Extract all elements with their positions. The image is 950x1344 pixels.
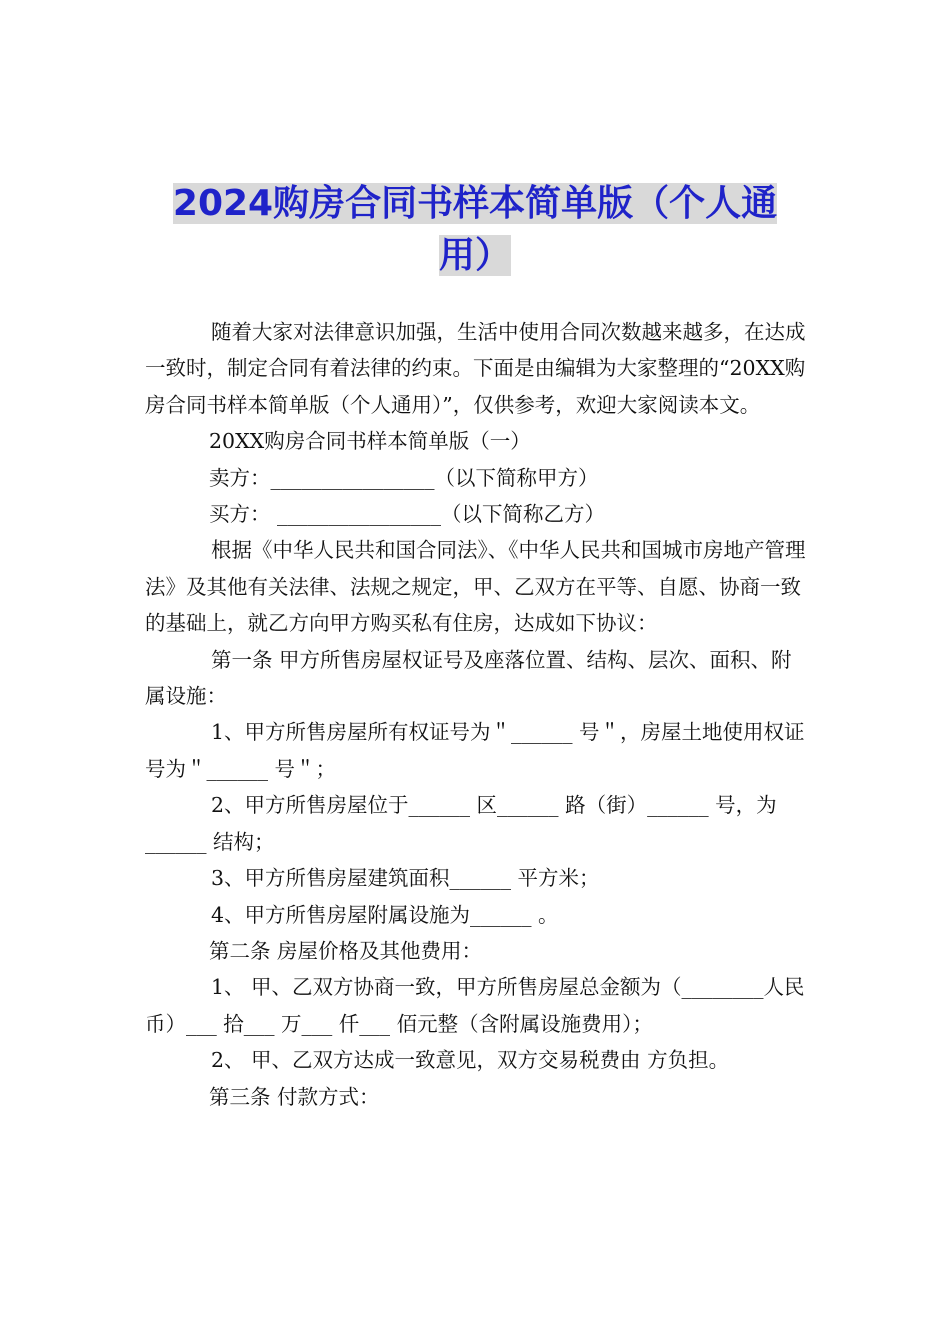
article-one-item-3: 3、甲方所售房屋建筑面积______ 平方米；	[211, 866, 600, 891]
legal-basis-paragraph: 根据《中华人民共和国合同法》、《中华人民共和国城市房地产管理法》及其他有关法律、法规之规定，甲、乙双方在平等、自愿、协商一致的基础上，就乙方向甲方购买私有住房，达成如下协议：	[145, 538, 806, 636]
article-two-heading: 第二条 房屋价格及其他费用：	[209, 938, 483, 963]
document-body	[145, 314, 810, 1115]
article-two-item-1: 1、 甲、乙双方协商一致，甲方所售房屋总金额为（________人民币）___ 拾___ 万___ 仟___ 佰元整（含附属设施费用）；	[145, 975, 805, 1036]
article-one-item-4: 4、甲方所售房屋附属设施为______ 。	[211, 902, 559, 927]
section-heading: 20XX购房合同书样本简单版（一）	[209, 429, 531, 454]
document-title: 2024购房合同书样本简单版（个人通用）	[172, 183, 778, 276]
article-two-item-2: 2、 甲、乙双方达成一致意见，双方交易税费由 方负担。	[211, 1048, 730, 1073]
article-one-item-1: 1、甲方所售房屋所有权证号为＂______ 号＂，房屋土地使用权证号为＂______ 号＂；	[145, 720, 805, 781]
article-three-heading: 第三条 付款方式：	[209, 1084, 380, 1109]
article-one-heading: 第一条 甲方所售房屋权证号及座落位置、结构、层次、面积、附属设施：	[145, 647, 792, 709]
intro-paragraph: 随着大家对法律意识加强，生活中使用合同次数越来越多，在达成一致时，制定合同有着法律的约束。下面是由编辑为大家整理的“20XX购房合同书样本简单版（个人通用）”，仅供参考，欢迎大家阅读本文。	[145, 320, 806, 417]
title-block	[160, 178, 790, 282]
buyer-line: 买方： ________________（以下简称乙方）	[209, 502, 606, 527]
seller-line: 卖方：________________（以下简称甲方）	[209, 465, 599, 490]
article-one-item-2: 2、甲方所售房屋位于______ 区______ 路（街）______ 号，为______ 结构；	[145, 793, 777, 854]
